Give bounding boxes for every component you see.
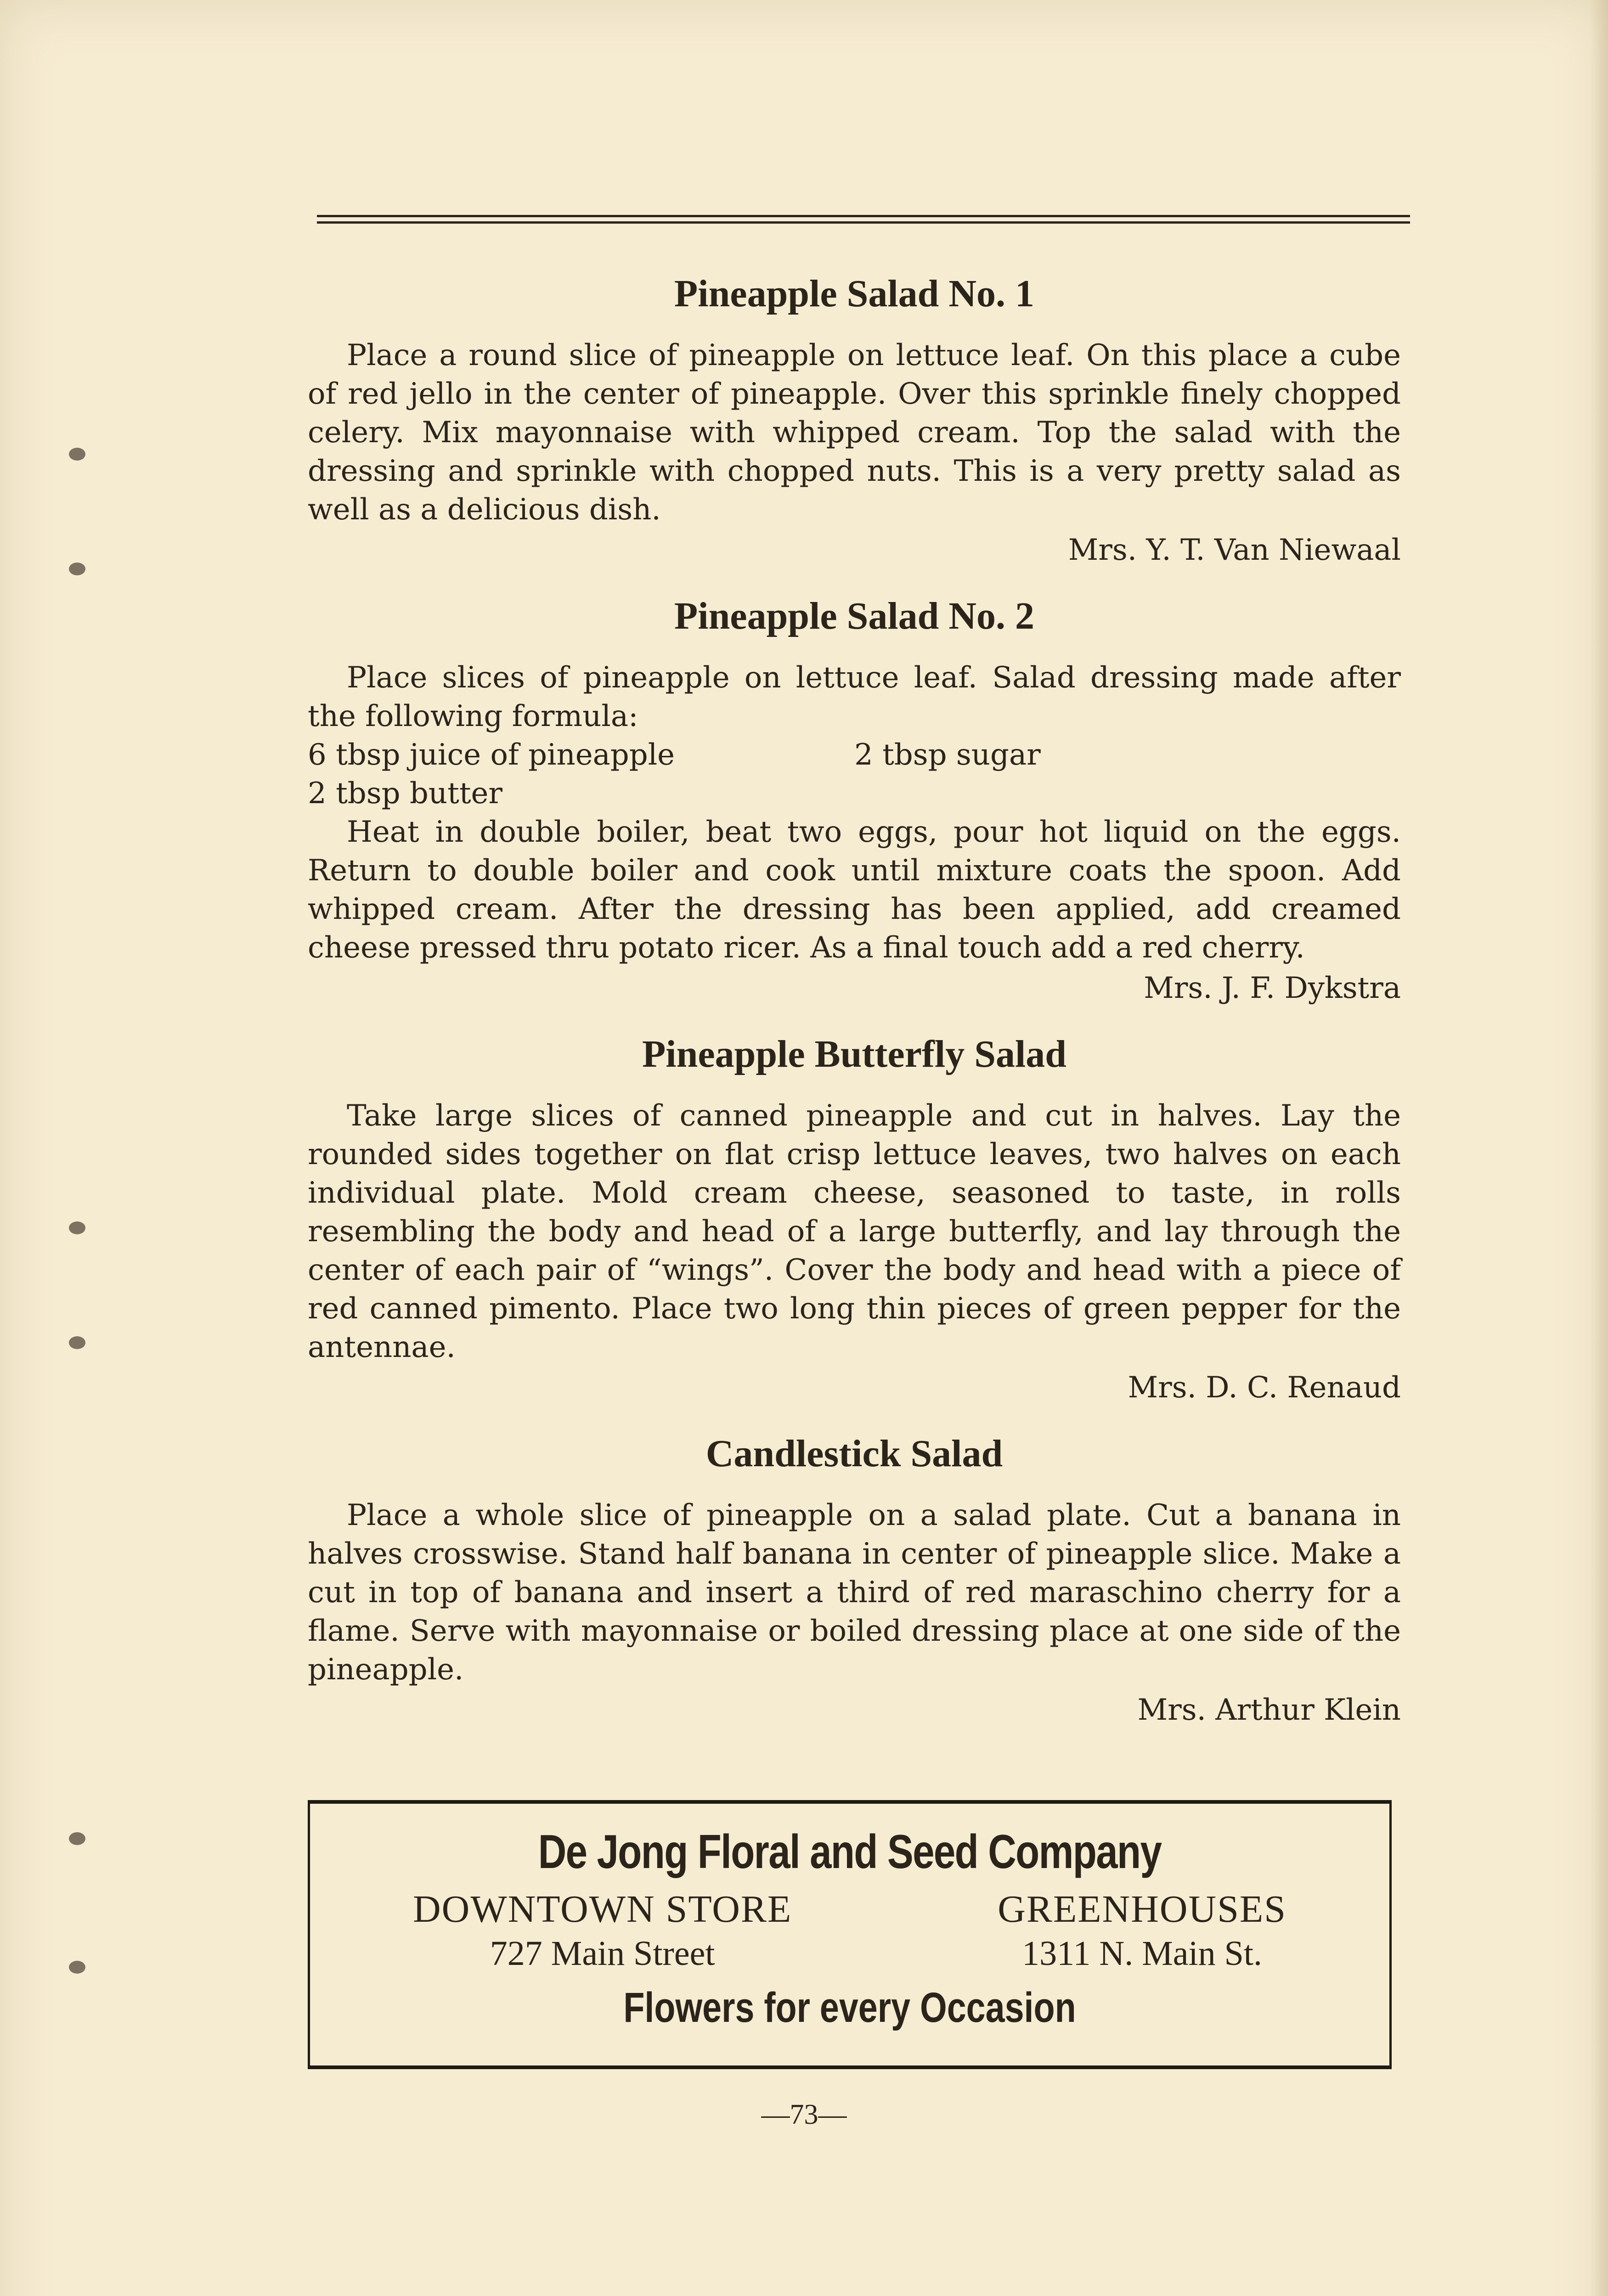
store-name: GREENHOUSES xyxy=(998,1888,1286,1930)
store-address: 727 Main Street xyxy=(490,1934,715,1973)
advertisement-box xyxy=(308,1800,1392,2069)
punch-hole xyxy=(69,1832,85,1845)
ad-store-list xyxy=(310,1886,1389,1975)
recipe-title: Pineapple Butterfly Salad xyxy=(642,1033,1067,1075)
recipe-candlestick-salad xyxy=(308,1426,1401,1729)
recipe-text: Heat in double boiler, beat two eggs, pour hot liquid on the eggs. Return to double boiler and cook until mixture coats the spoon. Add whipped cream. After the dressing has been applied, add creamed cheese pressed thru potato ricer. As a final touch add a red cherry. xyxy=(308,815,1401,965)
recipe-author: Mrs. D. C. Renaud xyxy=(1128,1371,1401,1405)
ad-company-name: De Jong Floral and Seed Company xyxy=(538,1825,1162,1879)
recipe-butterfly-salad xyxy=(308,1027,1401,1407)
recipe-title: Candlestick Salad xyxy=(705,1432,1003,1475)
dressing-formula xyxy=(308,736,1401,813)
ad-slogan: Flowers for every Occasion xyxy=(623,1984,1076,2031)
store-address: 1311 N. Main St. xyxy=(1022,1934,1263,1973)
recipe-intro: Place slices of pineapple on lettuce leaf. Salad dressing made after the following formula: xyxy=(308,661,1401,733)
store-name: DOWNTOWN STORE xyxy=(413,1888,792,1930)
recipe-title: Pineapple Salad No. 1 xyxy=(674,272,1035,315)
ad-store-downtown xyxy=(413,1886,792,1975)
recipe-text: Place a round slice of pineapple on lettuce leaf. On this place a cube of red jello in the center of pineapple. Over this sprinkle finely chopped celery. Mix mayonnaise with whipped cream. Top the salad with the dressing and sprinkle with chopped nuts. This is a very pretty salad as well as a delicious dish. xyxy=(308,338,1401,527)
punch-hole xyxy=(69,448,85,461)
recipe-text: Take large slices of canned pineapple and cut in halves. Lay the rounded sides together on flat crisp lettuce leaves, two halves on each individual plate. Mold cream cheese, seasoned to taste, in rolls resembling the body and head of a large butterfly, and lay through the center of each pair of “wings”. Cover the body and head with a piece of red canned pimento. Place two long thin pieces of green pepper for the antennae. xyxy=(308,1099,1401,1364)
formula-item: 2 tbsp sugar xyxy=(854,738,1041,772)
recipe-author: Mrs. Y. T. Van Niewaal xyxy=(1068,533,1401,567)
recipes-column xyxy=(308,266,1401,1749)
punch-hole xyxy=(69,563,85,575)
punch-hole xyxy=(69,1336,85,1349)
recipe-title: Pineapple Salad No. 2 xyxy=(674,595,1035,637)
ad-store-greenhouses xyxy=(998,1886,1286,1975)
recipe-pineapple-salad-2 xyxy=(308,589,1401,1007)
punch-hole xyxy=(69,1221,85,1234)
recipe-author: Mrs. J. F. Dykstra xyxy=(1144,971,1401,1005)
punch-hole xyxy=(69,1961,85,1974)
recipe-pineapple-salad-1 xyxy=(308,266,1401,569)
page-number: —73— xyxy=(761,2099,847,2130)
top-rule xyxy=(317,215,1410,229)
recipe-text: Place a whole slice of pineapple on a salad plate. Cut a banana in halves crosswise. Stand half banana in center of pineapple slice. Make a cut in top of banana and insert a third of red maraschino cherry for a flame. Serve with mayonnaise or boiled dressing place at one side of the pineapple. xyxy=(308,1498,1401,1687)
recipe-author: Mrs. Arthur Klein xyxy=(1137,1693,1401,1727)
formula-item: 2 tbsp butter xyxy=(308,777,502,810)
formula-item: 6 tbsp juice of pineapple xyxy=(308,738,675,772)
